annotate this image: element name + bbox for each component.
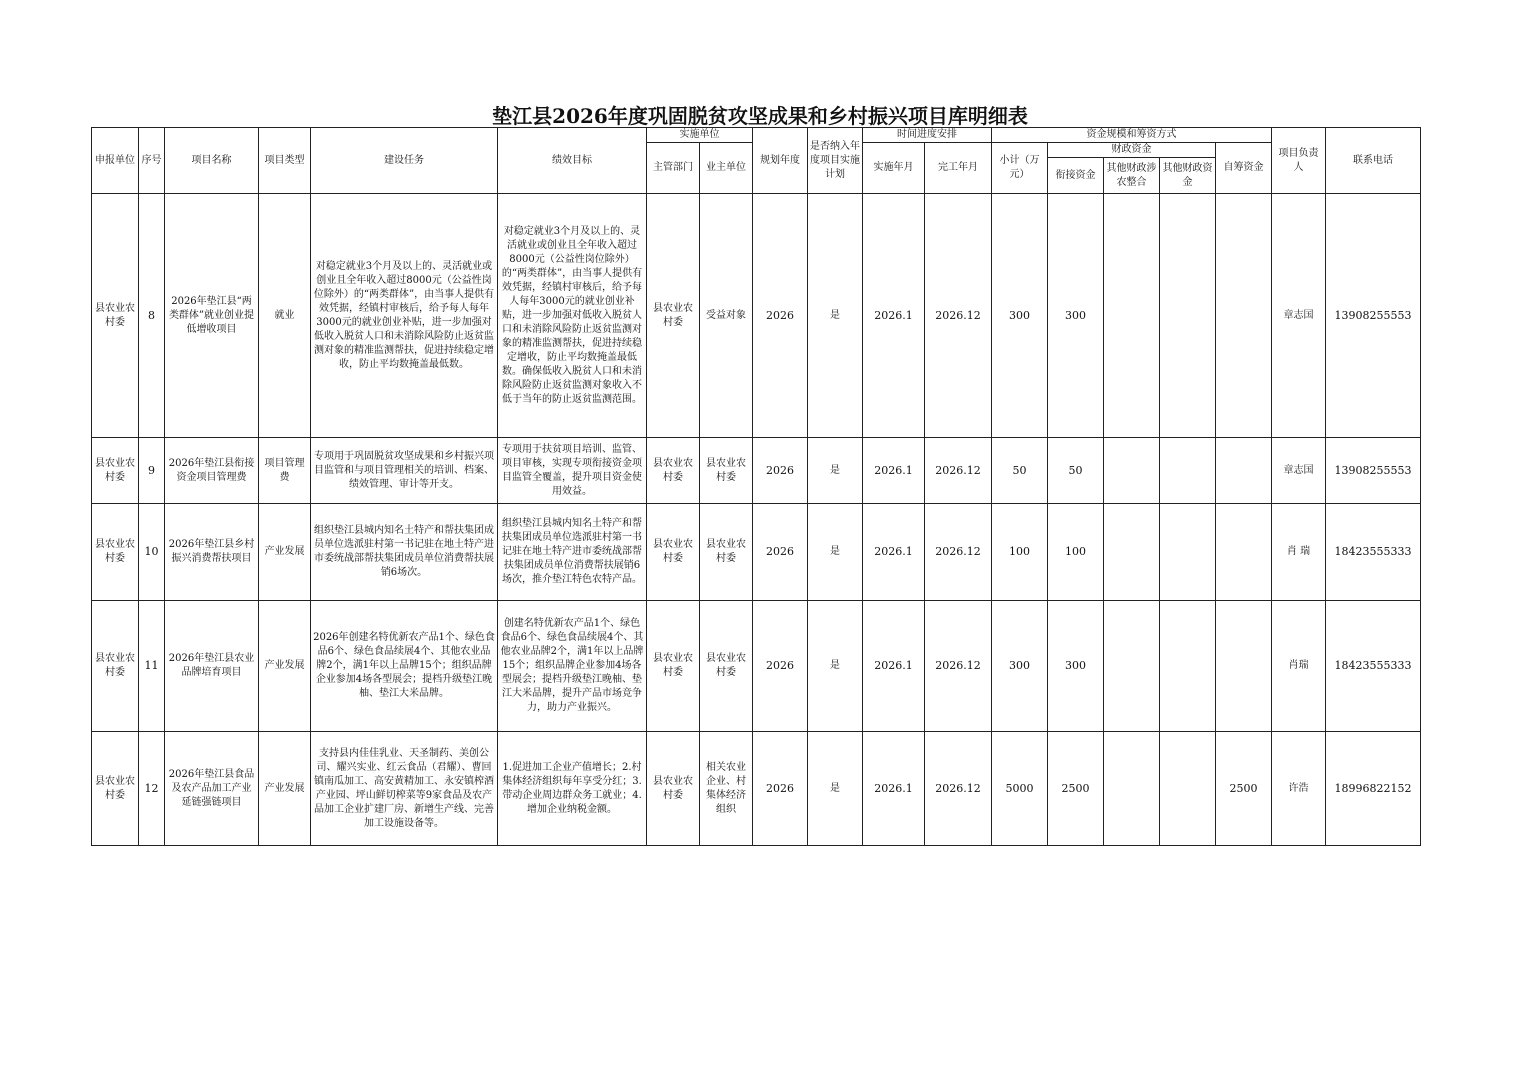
cell-dept: 县农业农村委 <box>647 601 700 732</box>
header-fiscal: 财政资金 <box>1048 143 1216 158</box>
cell-goal: 创建名特优新农产品1个、绿色食品6个、绿色食品续展4个、其他农业品牌2个，满1年以上品牌15个；组织品牌企业参加4场各型展会；提档升级垫江晚柚、垫江大米品牌，提升产品市场竞争力，助力产业振兴。 <box>498 601 647 732</box>
cell-name: 2026年垫江县食品及农产品加工产业延链强链项目 <box>165 732 259 846</box>
cell-in-plan: 是 <box>808 732 863 846</box>
cell-leader: 肖瑞 <box>1272 601 1326 732</box>
cell-connect: 100 <box>1048 504 1104 601</box>
header-unit: 申报单位 <box>92 128 139 194</box>
page-title: 垫江县2026年度巩固脱贫攻坚成果和乡村振兴项目库明细表 <box>492 104 1028 128</box>
cell-task: 组织垫江县城内知名土特产和帮扶集团成员单位选派驻村第一书记驻在地土特产进市委统战部帮扶集团成员单位消费帮扶展销6场次。 <box>311 504 498 601</box>
cell-self <box>1216 504 1272 601</box>
header-impl-owner: 业主单位 <box>700 143 753 194</box>
cell-unit: 县农业农村委 <box>92 601 139 732</box>
cell-unit: 县农业农村委 <box>92 504 139 601</box>
cell-end: 2026.12 <box>925 438 992 504</box>
cell-in-plan: 是 <box>808 601 863 732</box>
cell-phone: 18423555333 <box>1326 504 1421 601</box>
project-table <box>91 127 1421 846</box>
header-start: 实施年月 <box>863 143 925 194</box>
cell-owner: 县农业农村委 <box>700 504 753 601</box>
cell-task: 支持县内佳佳乳业、天圣制药、美创公司、耀兴实业、红云食品（君耀）、曹回镇南瓜加工、高安黄精加工、永安镇榨酒产业园、坪山鲜切榨菜等9家食品及农产品加工企业扩建厂房、新增生产线、完善加工设施设备等。 <box>311 732 498 846</box>
cell-seq: 11 <box>139 601 165 732</box>
cell-owner: 受益对象 <box>700 194 753 438</box>
cell-unit: 县农业农村委 <box>92 732 139 846</box>
cell-end: 2026.12 <box>925 601 992 732</box>
cell-owner: 县农业农村委 <box>700 601 753 732</box>
cell-integrate <box>1104 438 1160 504</box>
cell-dept: 县农业农村委 <box>647 438 700 504</box>
table-row <box>92 504 1421 601</box>
cell-in-plan: 是 <box>808 438 863 504</box>
cell-other-fiscal <box>1160 601 1216 732</box>
header-type: 项目类型 <box>259 128 311 194</box>
table-row <box>92 438 1421 504</box>
cell-dept: 县农业农村委 <box>647 504 700 601</box>
cell-phone: 13908255553 <box>1326 194 1421 438</box>
cell-type: 产业发展 <box>259 504 311 601</box>
cell-goal: 组织垫江县城内知名土特产和帮扶集团成员单位选派驻村第一书记驻在地土特产进市委统战部帮扶集团成员单位消费帮扶展销6场次，推介垫江特色农特产品。 <box>498 504 647 601</box>
cell-type: 产业发展 <box>259 732 311 846</box>
cell-name: 2026年垫江县衔接资金项目管理费 <box>165 438 259 504</box>
cell-owner: 相关农业企业、村集体经济组织 <box>700 732 753 846</box>
header-integrate: 其他财政涉农整合 <box>1104 158 1160 194</box>
cell-name: 2026年垫江县农业品牌培育项目 <box>165 601 259 732</box>
cell-other-fiscal <box>1160 504 1216 601</box>
cell-other-fiscal <box>1160 732 1216 846</box>
cell-owner: 县农业农村委 <box>700 438 753 504</box>
cell-connect: 300 <box>1048 194 1104 438</box>
cell-leader: 章志国 <box>1272 194 1326 438</box>
cell-goal: 专项用于扶贫项目培训、监管、项目审核，实现专项衔接资金项目监管全覆盖，提升项目资金使用效益。 <box>498 438 647 504</box>
header-seq: 序号 <box>139 128 165 194</box>
table-row <box>92 732 1421 846</box>
cell-seq: 8 <box>139 194 165 438</box>
cell-phone: 18423555333 <box>1326 601 1421 732</box>
header-schedule: 时间进度安排 <box>863 128 992 143</box>
cell-phone: 18996822152 <box>1326 732 1421 846</box>
cell-connect: 300 <box>1048 601 1104 732</box>
cell-unit: 县农业农村委 <box>92 194 139 438</box>
cell-in-plan: 是 <box>808 194 863 438</box>
cell-year: 2026 <box>753 601 808 732</box>
cell-seq: 12 <box>139 732 165 846</box>
cell-leader: 章志国 <box>1272 438 1326 504</box>
cell-self: 2500 <box>1216 732 1272 846</box>
cell-goal: 1.促进加工企业产值增长；2.村集体经济组织每年享受分红；3.带动企业周边群众务工就业；4.增加企业纳税金额。 <box>498 732 647 846</box>
cell-subtotal: 100 <box>992 504 1048 601</box>
cell-name: 2026年垫江县“两类群体”就业创业提低增收项目 <box>165 194 259 438</box>
cell-year: 2026 <box>753 504 808 601</box>
cell-integrate <box>1104 194 1160 438</box>
header-subtotal: 小计（万元） <box>992 143 1048 194</box>
cell-dept: 县农业农村委 <box>647 732 700 846</box>
cell-phone: 13908255553 <box>1326 438 1421 504</box>
cell-connect: 50 <box>1048 438 1104 504</box>
cell-subtotal: 300 <box>992 194 1048 438</box>
cell-type: 产业发展 <box>259 601 311 732</box>
header-leader: 项目负责人 <box>1272 128 1326 194</box>
cell-self <box>1216 194 1272 438</box>
cell-other-fiscal <box>1160 438 1216 504</box>
header-name: 项目名称 <box>165 128 259 194</box>
cell-seq: 10 <box>139 504 165 601</box>
cell-subtotal: 5000 <box>992 732 1048 846</box>
cell-name: 2026年垫江县乡村振兴消费帮扶项目 <box>165 504 259 601</box>
cell-end: 2026.12 <box>925 732 992 846</box>
cell-year: 2026 <box>753 732 808 846</box>
cell-year: 2026 <box>753 194 808 438</box>
cell-leader: 肖 瑞 <box>1272 504 1326 601</box>
cell-type: 项目管理费 <box>259 438 311 504</box>
cell-seq: 9 <box>139 438 165 504</box>
header-other-fiscal: 其他财政资金 <box>1160 158 1216 194</box>
header-impl-dept: 主管部门 <box>647 143 700 194</box>
header-in-plan: 是否纳入年度项目实施计划 <box>808 128 863 194</box>
cell-start: 2026.1 <box>863 601 925 732</box>
cell-self <box>1216 601 1272 732</box>
cell-in-plan: 是 <box>808 504 863 601</box>
cell-connect: 2500 <box>1048 732 1104 846</box>
cell-integrate <box>1104 732 1160 846</box>
header-task: 建设任务 <box>311 128 498 194</box>
cell-start: 2026.1 <box>863 438 925 504</box>
cell-subtotal: 300 <box>992 601 1048 732</box>
header-year: 规划年度 <box>753 128 808 194</box>
cell-goal: 对稳定就业3个月及以上的、灵活就业或创业且全年收入超过8000元（公益性岗位除外）的“两类群体”，由当事人提供有效凭据，经镇村审核后，给予每人每年3000元的就业创业补贴，进一步加强对低收入脱贫人口和未消除风险防止返贫监测对象的精准监测帮扶，促进持续稳定增收，防止平均数掩盖最低数。确保低收入脱贫人口和未消除风险防止返贫监测对象收入不低于当年的防止返贫监测范围。 <box>498 194 647 438</box>
cell-leader: 许浩 <box>1272 732 1326 846</box>
cell-type: 就业 <box>259 194 311 438</box>
cell-task: 2026年创建名特优新农产品1个、绿色食品6个、绿色食品续展4个、其他农业品牌2个，满1年以上品牌15个；组织品牌企业参加4场各型展会；提档升级垫江晚柚、垫江大米品牌。 <box>311 601 498 732</box>
cell-end: 2026.12 <box>925 504 992 601</box>
cell-integrate <box>1104 601 1160 732</box>
cell-self <box>1216 438 1272 504</box>
cell-start: 2026.1 <box>863 194 925 438</box>
cell-start: 2026.1 <box>863 504 925 601</box>
cell-task: 对稳定就业3个月及以上的、灵活就业或创业且全年收入超过8000元（公益性岗位除外）的“两类群体”，由当事人提供有效凭据，经镇村审核后，给予每人每年3000元的就业创业补贴，进一步加强对低收入脱贫人口和未消除风险防止返贫监测对象的精准监测帮扶，促进持续稳定增收，防止平均数掩盖最低数。 <box>311 194 498 438</box>
cell-subtotal: 50 <box>992 438 1048 504</box>
cell-year: 2026 <box>753 438 808 504</box>
cell-dept: 县农业农村委 <box>647 194 700 438</box>
header-impl: 实施单位 <box>647 128 753 143</box>
header-connect: 衔接资金 <box>1048 158 1104 194</box>
cell-integrate <box>1104 504 1160 601</box>
cell-other-fiscal <box>1160 194 1216 438</box>
cell-task: 专项用于巩固脱贫攻坚成果和乡村振兴项目监管和与项目管理相关的培训、档案、绩效管理、审计等开支。 <box>311 438 498 504</box>
header-goal: 绩效目标 <box>498 128 647 194</box>
table-row <box>92 601 1421 732</box>
header-phone: 联系电话 <box>1326 128 1421 194</box>
cell-unit: 县农业农村委 <box>92 438 139 504</box>
header-end: 完工年月 <box>925 143 992 194</box>
header-self: 自筹资金 <box>1216 143 1272 194</box>
table-row <box>92 194 1421 438</box>
header-funds: 资金规模和筹资方式 <box>992 128 1272 143</box>
cell-start: 2026.1 <box>863 732 925 846</box>
cell-end: 2026.12 <box>925 194 992 438</box>
